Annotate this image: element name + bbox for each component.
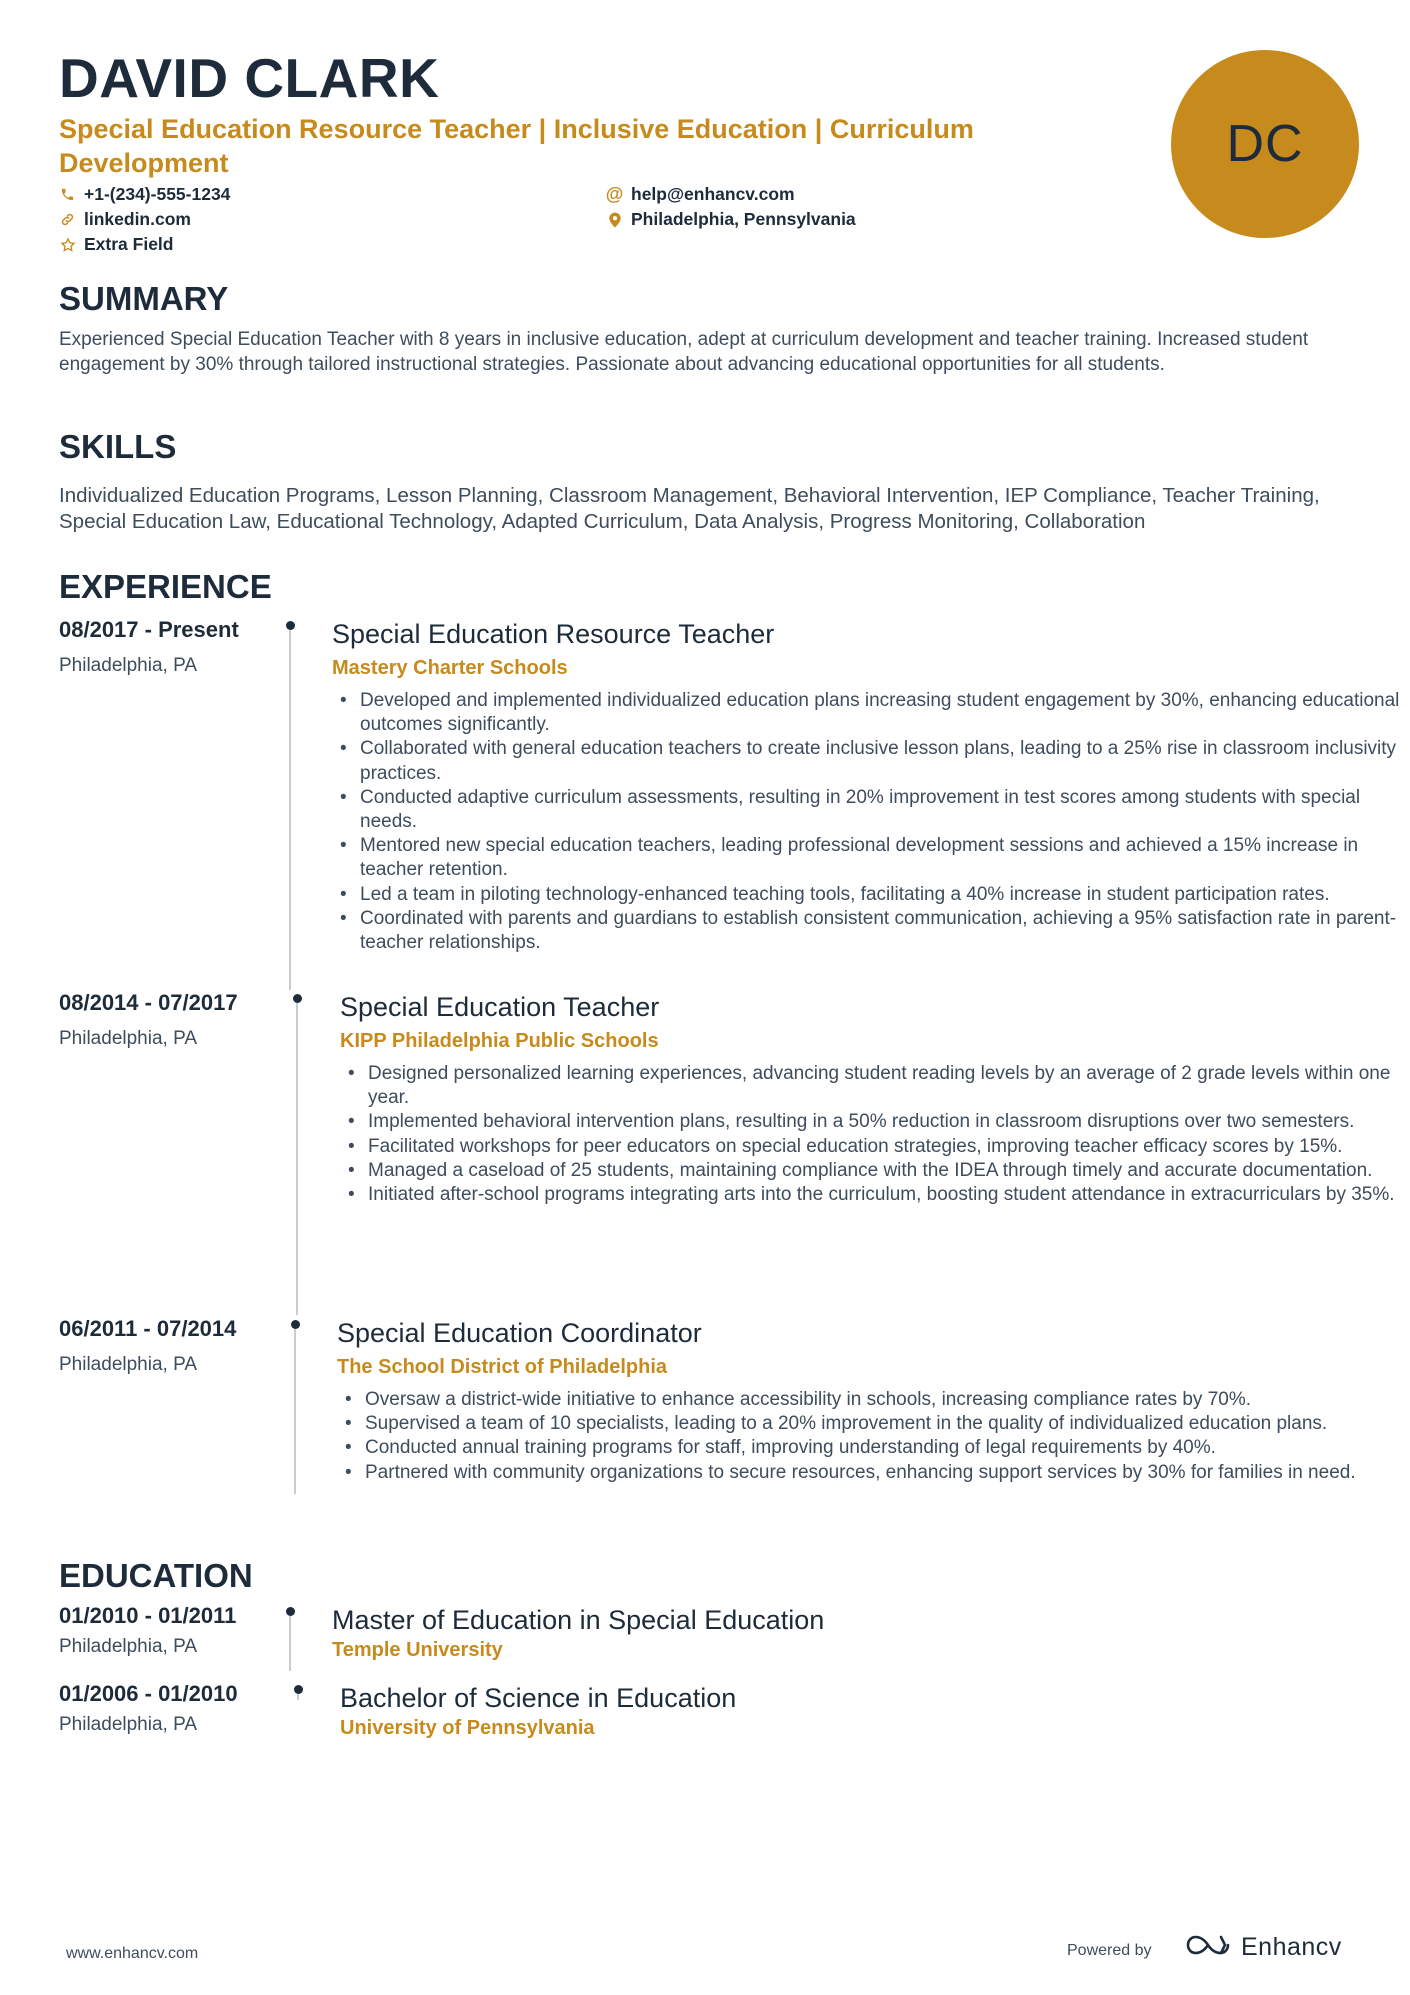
entry-dates: 01/2010 - 01/2011 bbox=[59, 1603, 237, 1628]
bullet-item: • Developed and implemented individualized education plans increasing student engagement by 30%, enhancing educational outcomes significantly. bbox=[360, 689, 1400, 737]
skills-heading: SKILLS bbox=[59, 428, 177, 465]
candidate-name: DAVID CLARK bbox=[59, 47, 440, 109]
contact-location bbox=[606, 209, 856, 230]
bullet-item: • Partnered with community organizations to secure resources, enhancing support services by 30% for families in need. bbox=[365, 1461, 1405, 1485]
experience-heading: EXPERIENCE bbox=[59, 568, 272, 605]
timeline-line bbox=[289, 1616, 291, 1671]
entry-role: Special Education Teacher bbox=[340, 992, 660, 1022]
entry-degree: Bachelor of Science in Education bbox=[340, 1683, 737, 1713]
entry-dates: 08/2017 - Present bbox=[59, 617, 239, 642]
entry-company: KIPP Philadelphia Public Schools bbox=[340, 1030, 659, 1052]
bullet-item: • Led a team in piloting technology-enhanced teaching tools, facilitating a 40% increase in student participation rates. bbox=[360, 883, 1400, 907]
entry-company: The School District of Philadelphia bbox=[337, 1356, 668, 1378]
entry-location: Philadelphia, PA bbox=[59, 1354, 198, 1375]
bullet-item: • Implemented behavioral intervention plans, resulting in a 50% reduction in classroom disruptions over two semesters. bbox=[368, 1110, 1408, 1134]
contact-linkedin bbox=[59, 209, 191, 230]
entry-company: Mastery Charter Schools bbox=[332, 657, 568, 679]
infinity-logo-icon bbox=[1185, 1933, 1231, 1962]
bullet-item: • Coordinated with parents and guardians to establish consistent communication, achieving a 95% satisfaction rate in parent-teacher relationships. bbox=[360, 907, 1400, 955]
bullet-item: • Facilitated workshops for peer educators on special education strategies, improving teacher efficacy scores by 15%. bbox=[368, 1135, 1408, 1159]
headline: Special Education Resource Teacher | Inclusive Education | Curriculum Development bbox=[59, 114, 974, 178]
timeline-dot bbox=[286, 621, 295, 630]
entry-role: Special Education Resource Teacher bbox=[332, 619, 775, 649]
education-heading: EDUCATION bbox=[59, 1557, 253, 1594]
contact-extra bbox=[59, 234, 173, 255]
linkedin-text[interactable]: linkedin.com bbox=[84, 209, 191, 229]
timeline-line bbox=[294, 1329, 296, 1494]
star-icon bbox=[59, 236, 76, 253]
timeline-line bbox=[297, 1694, 299, 1700]
entry-degree: Master of Education in Special Education bbox=[332, 1605, 825, 1635]
entry-bullets bbox=[337, 1388, 1405, 1485]
bullet-item: • Mentored new special education teachers, leading professional development sessions and achieved a 15% increase in teacher retention. bbox=[360, 834, 1400, 882]
timeline-dot bbox=[294, 1685, 303, 1694]
footer-website-link[interactable]: www.enhancv.com bbox=[66, 1945, 199, 1962]
email-text[interactable]: help@enhancv.com bbox=[631, 184, 795, 204]
at-icon: @ bbox=[605, 184, 624, 204]
entry-location: Philadelphia, PA bbox=[59, 1028, 198, 1049]
entry-dates: 01/2006 - 01/2010 bbox=[59, 1681, 238, 1706]
timeline-dot bbox=[293, 994, 302, 1003]
location-text: Philadelphia, Pennsylvania bbox=[631, 209, 856, 229]
timeline-dot bbox=[291, 1320, 300, 1329]
footer-brand: Enhancv bbox=[1241, 1933, 1342, 1961]
entry-location: Philadelphia, PA bbox=[59, 655, 198, 676]
bullet-item: • Supervised a team of 10 specialists, leading to a 20% improvement in the quality of individualized education plans. bbox=[365, 1412, 1405, 1436]
avatar: DC bbox=[1171, 50, 1359, 238]
enhancv-logo[interactable] bbox=[1185, 1933, 1342, 1962]
entry-role: Special Education Coordinator bbox=[337, 1318, 702, 1348]
contact-phone bbox=[59, 184, 230, 205]
entry-location: Philadelphia, PA bbox=[59, 1714, 198, 1735]
bullet-item: • Conducted adaptive curriculum assessments, resulting in 20% improvement in test scores among students with special needs. bbox=[360, 786, 1400, 834]
contact-email bbox=[606, 184, 795, 205]
entry-school: Temple University bbox=[332, 1639, 503, 1661]
timeline-line bbox=[296, 1003, 298, 1315]
bullet-item: • Conducted annual training programs for staff, improving understanding of legal requirements by 40%. bbox=[365, 1436, 1405, 1460]
contact-list bbox=[59, 184, 1059, 264]
entry-dates: 06/2011 - 07/2014 bbox=[59, 1316, 237, 1341]
link-icon bbox=[59, 211, 76, 228]
bullet-item: • Oversaw a district-wide initiative to enhance accessibility in schools, increasing compliance rates by 70%. bbox=[365, 1388, 1405, 1412]
location-pin-icon bbox=[606, 211, 623, 228]
bullet-item: • Designed personalized learning experiences, advancing student reading levels by an average of 2 grade levels within one year. bbox=[368, 1062, 1408, 1110]
entry-location: Philadelphia, PA bbox=[59, 1636, 198, 1657]
entry-dates: 08/2014 - 07/2017 bbox=[59, 990, 238, 1015]
phone-icon bbox=[59, 186, 76, 203]
entry-bullets bbox=[340, 1062, 1408, 1207]
entry-school: University of Pennsylvania bbox=[340, 1717, 595, 1739]
timeline-dot bbox=[286, 1607, 295, 1616]
bullet-item: • Collaborated with general education teachers to create inclusive lesson plans, leading to a 25% rise in classroom inclusivity practices. bbox=[360, 737, 1400, 785]
summary-text: Experienced Special Education Teacher with 8 years in inclusive education, adept at curriculum development and teacher training. Increased student engagement by 30% through tailored instructional strategies. Passionate about advancing educational opportunities for all students. bbox=[59, 329, 1309, 375]
timeline-line bbox=[289, 630, 291, 990]
phone-text[interactable]: +1-(234)-555-1234 bbox=[84, 184, 231, 204]
bullet-item: • Managed a caseload of 25 students, maintaining compliance with the IDEA through timely and accurate documentation. bbox=[368, 1159, 1408, 1183]
extra-field-text: Extra Field bbox=[84, 234, 174, 254]
skills-text: Individualized Education Programs, Lesson Planning, Classroom Management, Behavioral Intervention, IEP Compliance, Teacher Training, Special Education Law, Educational Technology, Adapted Curriculum, Data Analysis, Progress Monitoring, Collaboration bbox=[59, 484, 1320, 533]
entry-bullets bbox=[332, 689, 1400, 955]
summary-heading: SUMMARY bbox=[59, 280, 229, 317]
footer-powered-by: Powered by bbox=[1067, 1942, 1152, 1959]
bullet-item: • Initiated after-school programs integrating arts into the curriculum, boosting student attendance in extracurriculars by 35%. bbox=[368, 1183, 1408, 1207]
